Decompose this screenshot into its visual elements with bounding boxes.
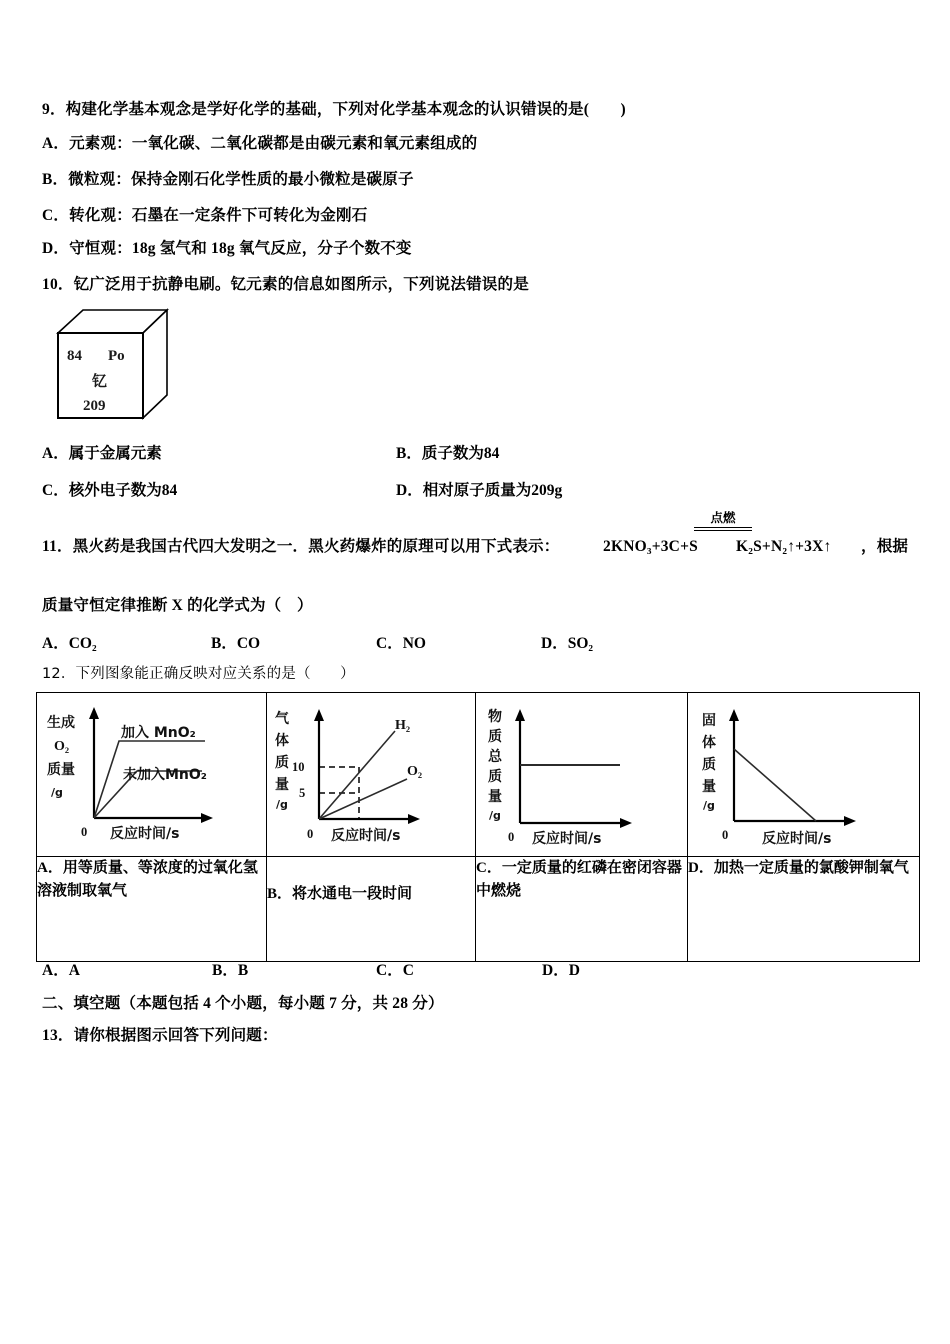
chart-b-series-label-h2: H₂ — [395, 718, 411, 733]
chart-a-xlabel: 反应时间/s — [110, 826, 180, 842]
chart-b-origin-label: 0 — [307, 827, 314, 841]
chart-a-series-label-with-mno2: 加入 MnO₂ — [121, 725, 196, 741]
chart-c-ylabel-line4: 质 — [488, 769, 502, 785]
graph-description-b: B．将水通电一段时间 — [267, 857, 476, 962]
equation-reactants: 2KNO₃+3C+S — [603, 538, 698, 555]
question-11-option-d: D．SO₂ — [541, 635, 594, 652]
graph-cell-a — [37, 693, 267, 857]
element-atomic-number: 84 — [67, 348, 82, 364]
chart-c-ylabel-line1: 物 — [488, 709, 502, 725]
question-13-stem: 13．请你根据图示回答下列问题： — [42, 1027, 278, 1044]
question-10-option-d: D．相对原子质量为209g — [396, 482, 563, 499]
question-10-stem: 10．钇广泛用于抗静电刷。钇元素的信息如图所示，下列说法错误的是 — [42, 276, 529, 293]
chart-a-x-axis-arrow — [201, 813, 213, 823]
chart-d-origin-label: 0 — [722, 828, 729, 842]
question-12-option-b: B．B — [212, 962, 249, 979]
question-9-option-c: C．转化观：石墨在一定条件下可转化为金刚石 — [42, 207, 368, 224]
question-11-stem-part2: ，根据 — [861, 538, 909, 555]
question-9-option-b: B．微粒观：保持金刚石化学性质的最小微粒是碳原子 — [42, 171, 414, 188]
chart-b-ytick-5: 5 — [299, 786, 306, 800]
chart-a-ylabel-unit: /g — [51, 786, 63, 799]
chart-b-svg — [267, 693, 474, 854]
chart-b-series-h2 — [319, 731, 395, 819]
question-9-option-a: A．元素观：一氧化碳、二氧化碳都是由碳元素和氧元素组成的 — [42, 135, 478, 152]
graph-description-d: D．加热一定质量的氯酸钾制氧气 — [688, 857, 920, 962]
equation-condition-label: 点燃 — [710, 511, 736, 525]
graph-description-c: C．一定质量的红磷在密闭容器中燃烧 — [476, 857, 688, 962]
chart-b-ytick-10: 10 — [292, 760, 305, 774]
chart-d-y-axis-arrow — [729, 709, 739, 721]
chart-a-ylabel-line3: 质量 — [47, 762, 75, 778]
graph-cell-d — [688, 693, 920, 857]
chart-d-x-axis-arrow — [844, 816, 856, 826]
element-atomic-mass: 209 — [83, 398, 106, 414]
chart-b-xlabel: 反应时间/s — [331, 828, 401, 844]
question-11-option-c: C．NO — [376, 635, 426, 652]
chart-b-series-o2 — [319, 779, 407, 819]
description-row — [37, 857, 920, 962]
equation-arrow-double-rule — [694, 527, 752, 532]
question-12-option-a: A．A — [42, 962, 80, 979]
chart-c-xlabel: 反应时间/s — [532, 831, 602, 847]
question-11-stem-part1: 11．黑火药是我国古代四大发明之一．黑火药爆炸的原理可以用下式表示： — [42, 538, 560, 555]
graph-description-a: A．用等质量、等浓度的过氧化氢溶液制取氧气 — [37, 857, 267, 962]
chart-b-x-axis-arrow — [408, 814, 420, 824]
equation-condition-group — [694, 512, 752, 531]
chart-d-ylabel-line1: 固 — [702, 713, 716, 729]
question-10-option-a: A．属于金属元素 — [42, 445, 162, 462]
chart-b-ylabel-line2: 体 — [275, 733, 289, 749]
polonium-element-cube-diagram — [50, 300, 190, 425]
question-12-option-c: C．C — [376, 962, 414, 979]
graph-cell-c — [476, 693, 688, 857]
chart-b-ylabel-unit: /g — [276, 798, 288, 811]
question-12-graphs-table — [36, 692, 920, 962]
chart-c-ylabel-line2: 质 — [488, 729, 502, 745]
question-12-option-d: D．D — [542, 962, 580, 979]
chart-d-xlabel: 反应时间/s — [762, 831, 832, 847]
chart-a-y-axis-arrow — [89, 707, 99, 719]
chart-b-ylabel-line3: 质 — [275, 755, 289, 771]
chart-b-y-axis-arrow — [314, 709, 324, 721]
chart-c-origin-label: 0 — [508, 830, 515, 844]
element-cube-svg — [50, 300, 190, 425]
question-9-stem: 9．构建化学基本观念是学好化学的基础，下列对化学基本观念的认识错误的是( ) — [42, 101, 626, 118]
chart-a-series-label-without-mno2: 未加入MnO₂ — [123, 767, 207, 783]
chart-c-ylabel-line3: 总 — [488, 749, 502, 765]
section-two-heading: 二、填空题（本题包括 4 个小题，每小题 7 分，共 28 分） — [42, 995, 444, 1012]
chart-b-series-label-o2: O₂ — [407, 764, 423, 779]
chart-b-ylabel-line4: 量 — [275, 777, 289, 793]
chart-c-ylabel-unit: /g — [489, 809, 501, 822]
question-12-stem: 12．下列图象能正确反映对应关系的是（ ） — [42, 666, 355, 682]
chart-a-ylabel-line2: O₂ — [54, 739, 70, 754]
question-11-stem-line2: 质量守恒定律推断 X 的化学式为（ ） — [42, 597, 313, 614]
chart-d-ylabel-line4: 量 — [702, 779, 716, 795]
question-11-option-b: B．CO — [211, 635, 261, 652]
chart-d-series-decreasing — [734, 749, 816, 821]
question-10-option-c: C．核外电子数为84 — [42, 482, 178, 499]
chart-a-origin-label: 0 — [81, 825, 88, 839]
chart-c-y-axis-arrow — [515, 709, 525, 721]
question-11-option-a: A．CO₂ — [42, 635, 97, 652]
graph-row — [37, 693, 920, 857]
question-10-option-b: B．质子数为84 — [396, 445, 500, 462]
chart-c-svg — [476, 693, 686, 854]
chart-c-ylabel-line5: 量 — [488, 789, 502, 805]
chart-c-x-axis-arrow — [620, 818, 632, 828]
equation-products: K₂S+N₂↑+3X↑ — [736, 538, 832, 555]
element-symbol: Po — [108, 348, 125, 364]
chart-d-ylabel-line3: 质 — [702, 757, 716, 773]
graph-cell-b — [267, 693, 476, 857]
chart-a-ylabel-line1: 生成 — [47, 715, 75, 731]
chart-b-ylabel-line1: 气 — [275, 711, 289, 727]
question-9-option-d: D．守恒观：18g 氢气和 18g 氧气反应，分子个数不变 — [42, 240, 412, 257]
chart-d-svg — [688, 693, 922, 854]
element-chinese-name: 钇 — [92, 374, 108, 390]
chart-d-ylabel-unit: /g — [703, 799, 715, 812]
chart-a-svg — [37, 693, 265, 854]
chart-d-ylabel-line2: 体 — [702, 735, 716, 751]
